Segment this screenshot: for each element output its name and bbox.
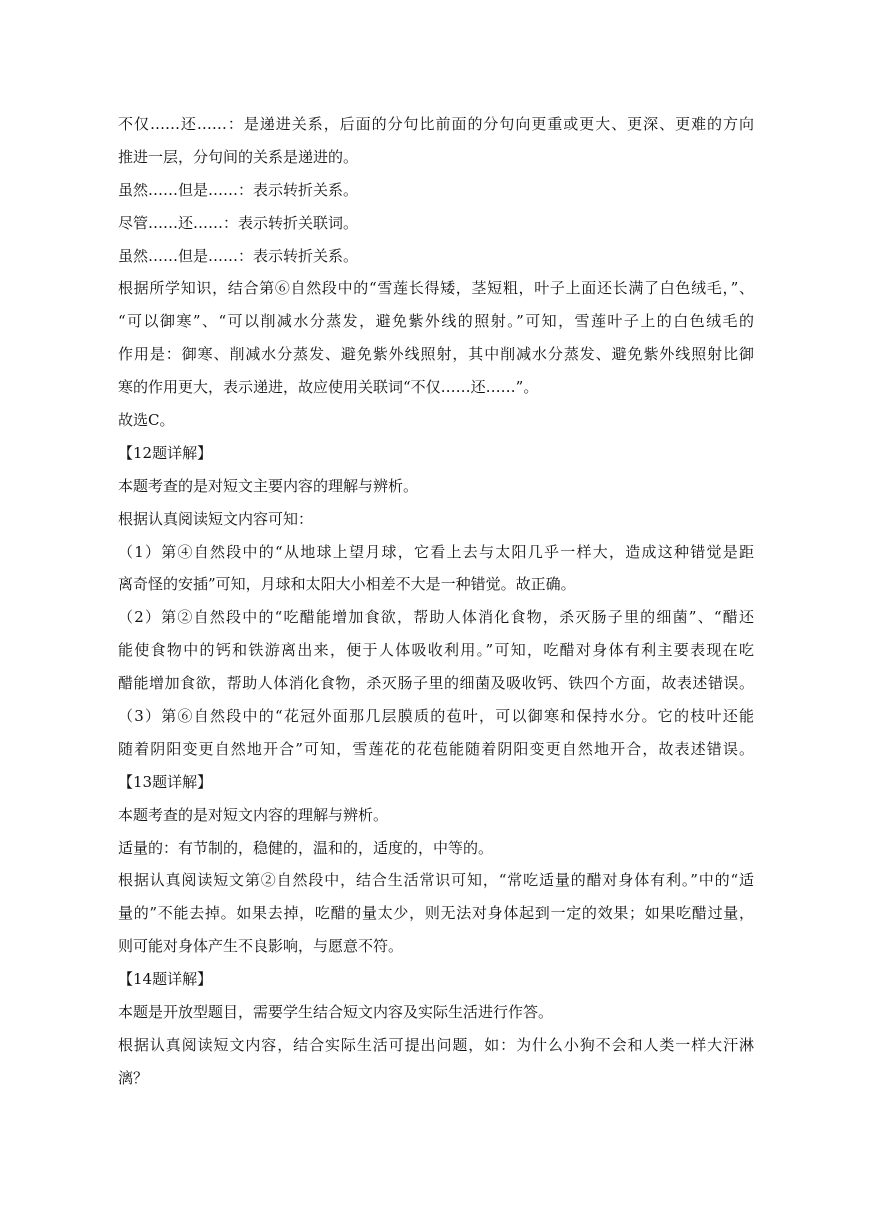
answer-explanation-text	[118, 108, 754, 1095]
section-heading: 【12题详解】	[118, 443, 213, 462]
text-line: 则可能对身体产生不良影响，与愿意不符。	[118, 937, 404, 956]
text-line: 根据认真阅读短文内容可知：	[118, 509, 314, 528]
text-line: “可以御寒”、“可以削减水分蒸发，避免紫外线的照射。”可知，雪莲叶子上的白色绒毛的	[118, 312, 754, 331]
text-line: 本题考查的是对短文主要内容的理解与辨析。	[118, 476, 419, 495]
section-heading: 【13题详解】	[118, 772, 213, 791]
text-line: 根据认真阅读短文第②自然段中，结合生活常识可知，“常吃适量的醋对身体有利。”中的“适	[118, 871, 754, 890]
text-line: （3）第⑥自然段中的“花冠外面那几层膜质的苞叶，可以御寒和保持水分。它的枝叶还能	[118, 707, 754, 726]
text-line: 作用是：御寒、削减水分蒸发、避免紫外线照射，其中削减水分蒸发、避免紫外线照射比御	[118, 345, 754, 364]
text-line: 随着阴阳变更自然地开合”可知，雪莲花的花苞能随着阴阳变更自然地开合，故表述错误。	[118, 739, 754, 758]
section-heading: 【14题详解】	[118, 970, 213, 989]
text-line: （2）第②自然段中的“吃醋能增加食欲，帮助人体消化食物，杀灭肠子里的细菌”、“醋还	[118, 608, 754, 627]
text-line: 根据认真阅读短文内容，结合实际生活可提出问题，如：为什么小狗不会和人类一样大汗淋	[118, 1035, 754, 1054]
text-line: 醋能增加食欲，帮助人体消化食物，杀灭肠子里的细菌及吸收钙、铁四个方面，故表述错误。	[118, 674, 754, 693]
text-line: 本题是开放型题目，需要学生结合短文内容及实际生活进行作答。	[118, 1003, 554, 1022]
text-line: 不仅……还……：是递进关系，后面的分句比前面的分句向更重或更大、更深、更难的方向	[118, 115, 754, 133]
text-line: 离奇怪的安插”可知，月球和太阳大小相差不大是一种错觉。故正确。	[118, 575, 576, 594]
text-line: 本题考查的是对短文内容的理解与辨析。	[118, 805, 389, 824]
text-line: 尽管……还……：表示转折关联词。	[118, 213, 359, 232]
text-line: 故选C。	[118, 411, 175, 430]
text-line: 寒的作用更大，表示递进，故应使用关联词“不仅……还……”。	[118, 378, 539, 397]
text-line: 虽然……但是……：表示转折关系。	[118, 180, 359, 199]
text-line: 虽然……但是……：表示转折关系。	[118, 246, 359, 265]
text-line: 漓？	[118, 1068, 149, 1087]
text-line: （1）第④自然段中的“从地球上望月球，它看上去与太阳几乎一样大，造成这种错觉是距	[118, 542, 754, 561]
text-line: 推进一层，分句间的关系是递进的。	[118, 147, 359, 166]
text-line: 适量的：有节制的，稳健的，温和的，适度的，中等的。	[118, 838, 494, 857]
text-line: 能使食物中的钙和铁游离出来，便于人体吸收利用。”可知，吃醋对身体有利主要表现在吃	[118, 641, 754, 660]
text-line: 量的”不能去掉。如果去掉，吃醋的量太少，则无法对身体起到一定的效果；如果吃醋过量，	[118, 904, 754, 923]
text-line: 根据所学知识，结合第⑥自然段中的“雪莲长得矮，茎短粗，叶子上面还长满了白色绒毛，”、	[118, 279, 754, 298]
